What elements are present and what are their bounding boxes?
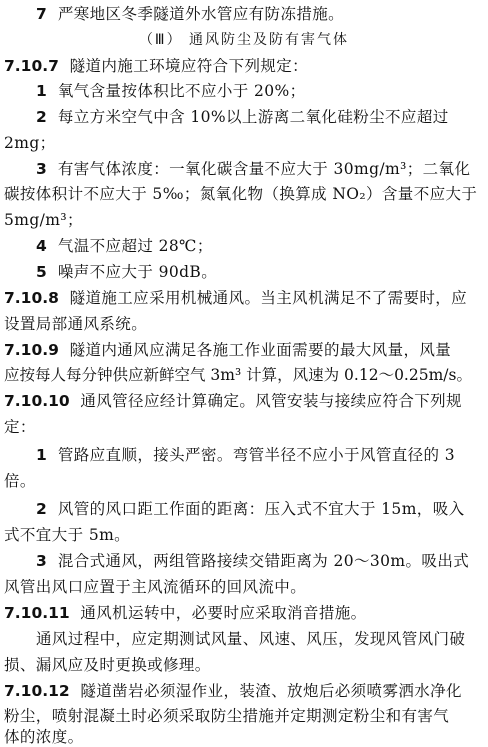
clause-text: 通风机运转中，必要时应采取消音措施。 [80, 604, 367, 622]
clause-7-10-7 [4, 56, 488, 76]
list-item [36, 551, 488, 571]
clause-text: 隧道施工应采用机械通风。当主风机满足不了需要时，应 [69, 289, 468, 307]
list-item [36, 81, 488, 101]
clause-text-continuation: 定： [4, 418, 36, 436]
item-number: 2 [36, 108, 48, 126]
item-text: 噪声不应大于 90dB。 [57, 263, 218, 281]
list-item [36, 236, 488, 256]
clause-text: 通风管径应经计算确定。风管安装与接续应符合下列规 [80, 392, 462, 410]
item-text: 有害气体浓度：一氧化碳含量不应大于 30mg/m³；二氧化 [57, 160, 471, 178]
clause-text-continuation: 应按每人每分钟供应新鲜空气 3m³ 计算，风速为 0.12～0.25m/s。 [4, 366, 472, 384]
clause-number: 7.10.10 [4, 392, 70, 410]
item-number: 2 [36, 500, 48, 518]
item-text: 气温不应超过 28℃； [57, 237, 213, 255]
item-text-continuation: 碳按体积计不应大于 5‰；氮氧化物（换算成 NO₂）含量不应大于 [4, 185, 478, 203]
item-text-continuation: 风管出风口应置于主风流循环的回风流中。 [4, 578, 307, 596]
clause-text: 隧道内施工环境应符合下列规定： [69, 57, 309, 75]
item-text: 氧气含量按体积比不应小于 20%； [57, 82, 306, 100]
clause-number: 7.10.9 [4, 341, 59, 359]
clause-7-10-12 [4, 681, 488, 701]
item-number: 1 [36, 446, 48, 464]
clause-7-10-9 [4, 340, 488, 360]
list-item [36, 4, 488, 24]
item-text: 严寒地区冬季隧道外水管应有防冻措施。 [57, 5, 345, 23]
list-item [36, 262, 488, 282]
clause-number: 7.10.8 [4, 289, 59, 307]
clause-number: 7.10.11 [4, 604, 70, 622]
item-number: 7 [36, 5, 48, 23]
clause-number: 7.10.7 [4, 57, 59, 75]
list-item [36, 107, 488, 127]
item-number: 1 [36, 82, 48, 100]
item-text: 每立方米空气中含 10%以上游离二氧化硅粉尘不应超过 [57, 108, 449, 126]
clause-7-10-10 [4, 391, 488, 411]
item-text-continuation: 式不宜大于 5m。 [4, 526, 131, 544]
item-text-continuation: 5mg/m³； [4, 211, 83, 229]
item-number: 3 [36, 552, 48, 570]
item-number: 3 [36, 160, 48, 178]
item-text-continuation: 倍。 [4, 472, 36, 490]
clause-text: 隧道凿岩必须湿作业，装渣、放炮后必须喷雾洒水净化 [80, 682, 462, 700]
clause-7-10-11 [4, 603, 488, 623]
list-item [36, 159, 488, 179]
paragraph: 通风过程中，应定期测试风量、风速、风压，发现风管风门破 [36, 630, 466, 648]
item-number: 5 [36, 263, 48, 281]
item-text: 风管的风口距工作面的距离：压入式不宜大于 15m，吸入 [57, 500, 465, 518]
list-item [36, 499, 488, 519]
clause-7-10-8 [4, 288, 488, 308]
item-number: 4 [36, 237, 48, 255]
clause-text-continuation: 体的浓度。 [4, 728, 84, 746]
section-heading: （Ⅲ） 通风防尘及防有害气体 [138, 32, 350, 48]
clause-text: 隧道内通风应满足各施工作业面需要的最大风量，风量 [69, 341, 452, 359]
list-item [36, 445, 488, 465]
clause-text-continuation: 设置局部通风系统。 [4, 315, 148, 333]
item-text: 管路应直顺，接头严密。弯管半径不应小于风管直径的 3 [57, 446, 456, 464]
clause-text-continuation: 粉尘，喷射混凝土时必须采取防尘措施并定期测定粉尘和有害气 [4, 707, 450, 725]
item-text-continuation: 2mg； [4, 134, 56, 152]
clause-number: 7.10.12 [4, 682, 70, 700]
paragraph-continuation: 损、漏风应及时更换或修理。 [4, 656, 211, 674]
item-text: 混合式通风，两组管路接续交错距离为 20～30m。吸出式 [57, 552, 470, 570]
